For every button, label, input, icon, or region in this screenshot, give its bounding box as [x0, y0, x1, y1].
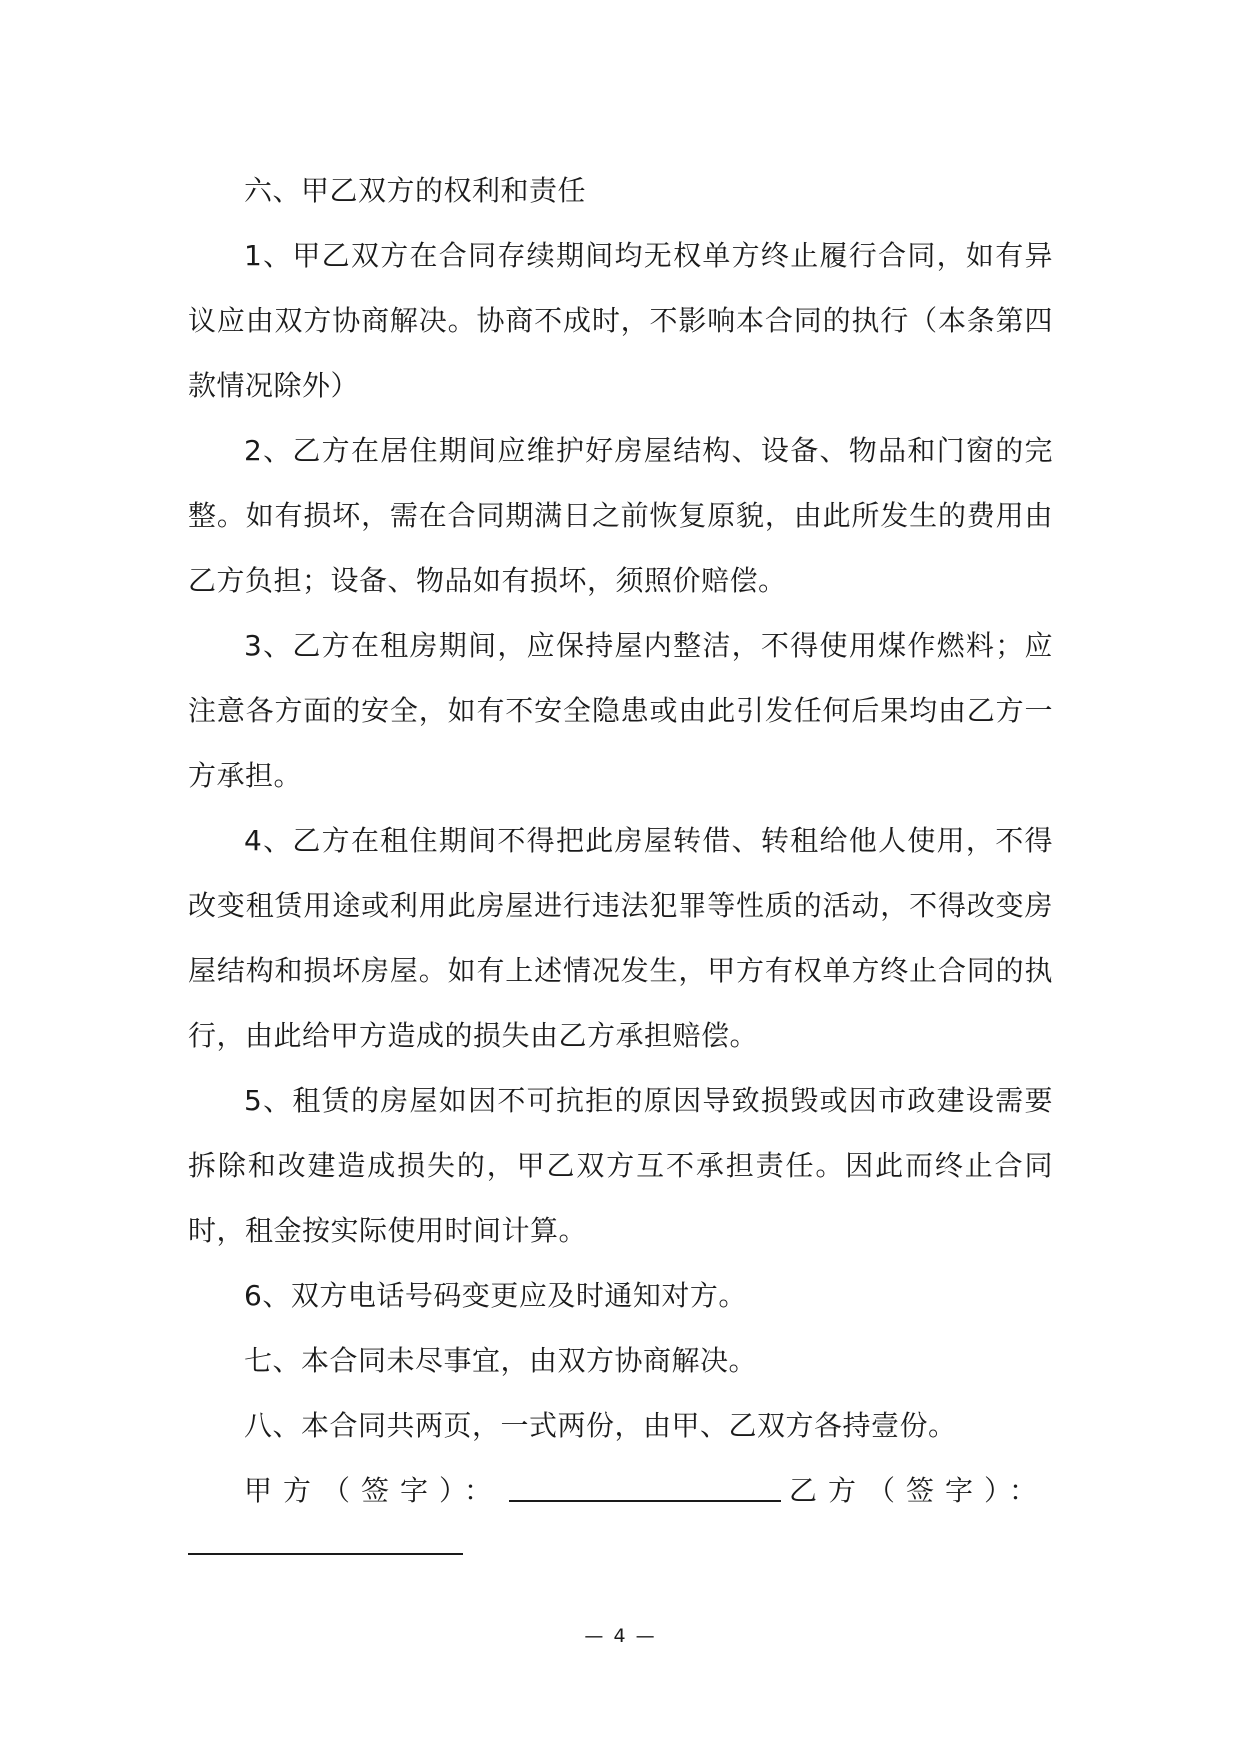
clause-seven: 七、本合同未尽事宜，由双方协商解决。 — [244, 1344, 758, 1377]
section-heading: 六、甲乙双方的权利和责任 — [244, 174, 587, 207]
clause-eight: 八、本合同共两页，一式两份，由甲、乙双方各持壹份。 — [244, 1409, 957, 1442]
clause-paragraph-5: 5、租赁的房屋如因不可抗拒的原因导致损毁或因市政建设需要拆除和改建造成损失的，甲乙双方互不承担责任。因此而终止合同时，租金按实际使用时间计算。 — [188, 1084, 1053, 1247]
clause-paragraph-1: 1、甲乙双方在合同存续期间均无权单方终止履行合同，如有异议应由双方协商解决。协商不成时，不影响本合同的执行（本条第四款情况除外） — [188, 239, 1053, 402]
clause-paragraph-6: 6、双方电话号码变更应及时通知对方。 — [244, 1279, 747, 1312]
clause-paragraph-3: 3、乙方在租房期间，应保持屋内整洁，不得使用煤作燃料；应注意各方面的安全，如有不安全隐患或由此引发任何后果均由乙方一方承担。 — [188, 629, 1053, 792]
party-b-signature-blank — [188, 1523, 463, 1555]
party-a-signature-label: 甲方（签字）： — [244, 1474, 504, 1507]
document-body — [188, 158, 1053, 1555]
clause-paragraph-2: 2、乙方在居住期间应维护好房屋结构、设备、物品和门窗的完整。如有损坏，需在合同期满日之前恢复原貌，由此所发生的费用由乙方负担；设备、物品如有损坏，须照价赔偿。 — [188, 434, 1053, 597]
signature-line — [188, 1458, 1053, 1523]
page-number: — 4 — — [584, 1625, 657, 1647]
clause-paragraph-4: 4、乙方在租住期间不得把此房屋转借、转租给他人使用，不得改变租赁用途或利用此房屋进行违法犯罪等性质的活动，不得改变房屋结构和损坏房屋。如有上述情况发生，甲方有权单方终止合同的执行，由此给甲方造成的损失由乙方承担赔偿。 — [188, 824, 1053, 1052]
party-a-signature-blank — [509, 1470, 781, 1502]
party-b-signature-label: 乙方（签字）： — [789, 1474, 1049, 1507]
